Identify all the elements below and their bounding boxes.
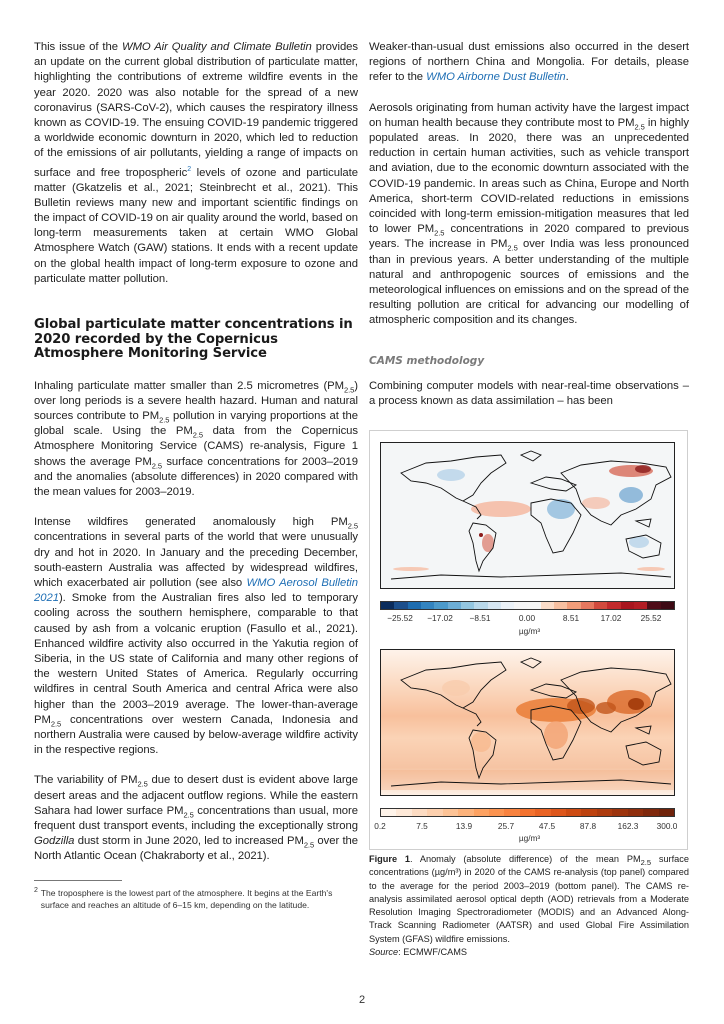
bulletin-title: WMO Air Quality and Climate Bulletin [121,41,312,53]
intro-text: levels of ozone and particulate matter (Gkatzelis et al., 2021; Steinbrecht et al., 2021). This Bulletin reviews many new and important scientific findings on the impact of COVID-19 on air quality around the world, based on long-term measurements taken at certain WMO Global Atmosphere Watch (GAW) stations. It ends with a recent update on the global health impact of long-term exposure to ozone and particulate matter pollution. [34,166,358,285]
tick-label: −8.51 [469,613,491,623]
anomaly-colorbar [380,601,675,610]
subscript: 2.5 [137,779,148,789]
text: over India was less pronounced than in previous years. A better understanding of the multiple natural and anthropogenic sources of emissions and the meteorological influences on emissions and on the spread of the resulting pollution are critical for advancing our modelling of atmospheric composition and its changes. [369,238,689,327]
methodology-paragraph: Combining computer models with near-real-time observations – a process known as data assimilation – has been [369,379,689,407]
tick-label: −25.52 [387,613,413,623]
figure-caption [369,853,689,959]
text: surface concentrations for 2003–2019 and the anomalies (absolute differences) in 2020 compared with the mean values for 2003–2019. [34,455,358,498]
mean-unit-label: µg/m³ [518,833,541,843]
text: due to desert dust is evident above large desert areas and the adjacent outflow regions. While the eastern Sahara had lower surface PM [34,774,358,817]
subscript: 2.5 [151,460,162,470]
section-heading: Global particulate matter concentrations in 2020 recorded by the Copernicus Atmosphere Monitoring Service [34,317,353,362]
tick-label: 25.52 [640,613,662,623]
tick-label: 17.02 [600,613,622,623]
subscript: 2.5 [640,857,652,867]
mean-map [380,649,675,796]
subscript: 2.5 [183,810,194,820]
text: dust storm in June 2020, led to increased PM [74,835,304,848]
text: The variability of PM [34,774,138,787]
right-column [369,40,689,409]
text: concentrations in several parts of the world that were unusually dry and hot in 2020. In January and the preceding December, south-eastern Australia was affected by widespread wildfires, which exacerbated air pollution (see also [34,531,358,589]
footnote-number: 2 [34,886,38,894]
text: concentrations than usual, more frequent dust transport events, including the exceptionally strong [34,804,358,832]
caption-text: . Anomaly (absolute difference) of the mean PM [409,854,641,864]
text: data from the Copernicus Atmosphere Monitoring Service (CAMS) re-analysis, Figure 1 shows the average PM [34,425,358,468]
subscript: 2.5 [347,521,358,531]
subscript: 2.5 [434,228,445,238]
text: ) over long periods is a severe health hazard. Human and natural sources contribute to PM [34,379,358,422]
subscript: 2.5 [344,384,355,394]
tick-label: 87.8 [579,821,597,831]
anomaly-unit-label: µg/m³ [518,626,541,636]
source-label: Source [369,947,399,958]
text: Weaker-than-usual dust emissions also occurred in the desert regions of northern China and Mongolia. For details, please refer to the [369,41,689,84]
subscript: 2.5 [50,719,62,729]
intro-text: This issue of the [34,41,122,53]
tick-label: 47.5 [538,821,556,831]
world-map-mean [381,650,675,796]
tick-label: 0.2 [374,821,386,831]
tick-label: 7.5 [416,821,428,831]
footnote [34,887,358,912]
footnote-divider [34,880,122,881]
tick-label: 0.00 [518,613,536,623]
text: over the North Atlantic Ocean (Chakraborty et al., 2021). [34,835,359,863]
footnote-reference[interactable]: 2 [187,165,192,173]
subscript: 2.5 [192,430,203,440]
subscript: 2.5 [507,243,518,253]
subscript: 2.5 [159,415,170,425]
aerosol-bulletin-link[interactable]: WMO Aerosol Bulletin 2021 [34,576,358,605]
anomaly-map [380,442,675,589]
tick-label: 300.0 [656,821,678,831]
text: ). Smoke from the Australian fires also led to temporary cooling across the southern hemisphere, comparable to that caused by ash from a volcanic eruption (Fasullo et al., 2021). Enhanced wildfire activity also occurred in the Yakutia region of Siberia, in the US state of California and many other regions of the western United States of America. Regularly occurring wildfires in central South America and central Africa were also higher than the 2003–2019 average. The lower-than-average PM [34,592,358,726]
text: concentrations over western Canada, Indonesia and northern Australia were caused by below-average wildfire activity in the respective regions. [34,713,358,757]
figure-label: Figure 1 [369,854,410,864]
figure-1 [369,430,688,850]
text: concentrations in 2020 compared to previous years. The increase in PM [369,223,689,251]
intro-paragraph [34,40,358,287]
dust-emissions-paragraph [369,40,689,86]
tick-label: 8.51 [562,613,580,623]
footnote-text: The troposphere is the lowest part of the atmosphere. It begins at the Earth's surface and reaches an altitude of 6–15 km, depending on the latitude. [40,887,333,911]
page-number: 2 [358,994,366,1006]
subscript: 2.5 [634,122,645,132]
godzilla-italic: Godzilla [34,835,75,848]
human-aerosols-paragraph [369,101,689,329]
tick-label: 162.3 [617,821,639,831]
text: . [565,71,569,84]
caption-text: surface concentrations (µg/m³) in 2020 of the CAMS re-analysis (top panel) compared to the average for the period 2003–2019 (bottom panel). The CAMS re-analysis assimilated aerosol optical depth (AOD) retrievals from a Moderate Resolution Imaging Spectroradiometer (MODIS) and an Advanced Along-Track Scanning Radiometer (AATSR) and used Global Fire Assimilation System (GFAS) wildfire emissions. [369,854,689,944]
tick-label: −17.02 [427,613,453,623]
mean-colorbar [380,808,675,817]
text: Aerosols originating from human activity have the largest impact on human health because they contribute most to PM [369,101,689,129]
pm-paragraph-1 [34,379,358,501]
left-column [34,40,358,912]
tick-label: 25.7 [497,821,515,831]
subscript: 2.5 [303,840,315,850]
dust-paragraph [34,773,358,864]
world-map-anomaly [381,443,675,589]
wildfire-paragraph [34,515,358,758]
cams-methodology-heading: CAMS methodology [369,354,485,367]
airborne-dust-bulletin-link[interactable]: WMO Airborne Dust Bulletin [426,71,566,84]
tick-label: 13.9 [455,821,473,831]
source-text: : ECMWF/CAMS [398,947,468,958]
text: in highly populated areas. In 2020, there was an unprecedented reduction in certain human activities, such as vehicle transport and aviation, due to the economic downturn associated with the COVID-19 pandemic. In areas such as China, Europe and North America, short-term COVID-related reductions in emissions coincided with long-term emission-mitigation measures that led to lower PM [369,116,689,236]
text: pollution in varying proportions at the global scale. Using the PM [34,409,358,438]
text: Intense wildfires generated anomalously high PM [34,516,348,529]
intro-text: provides an update on the current global distribution of particulate matter, highlighting the contributions of extreme wildfire events in the year 2020. 2020 was also notable for the spread of a new coronavirus (SARS-CoV-2), which causes the respiratory illness known as COVID-19. The ensuing COVID-19 pandemic triggered a worldwide economic downturn in 2020, which led to reduction of the emissions of air pollutants, yielding a range of impacts on surface and free tropospheric [34,41,359,179]
text: Inhaling particulate matter smaller than 2.5 micrometres (PM [34,379,344,392]
